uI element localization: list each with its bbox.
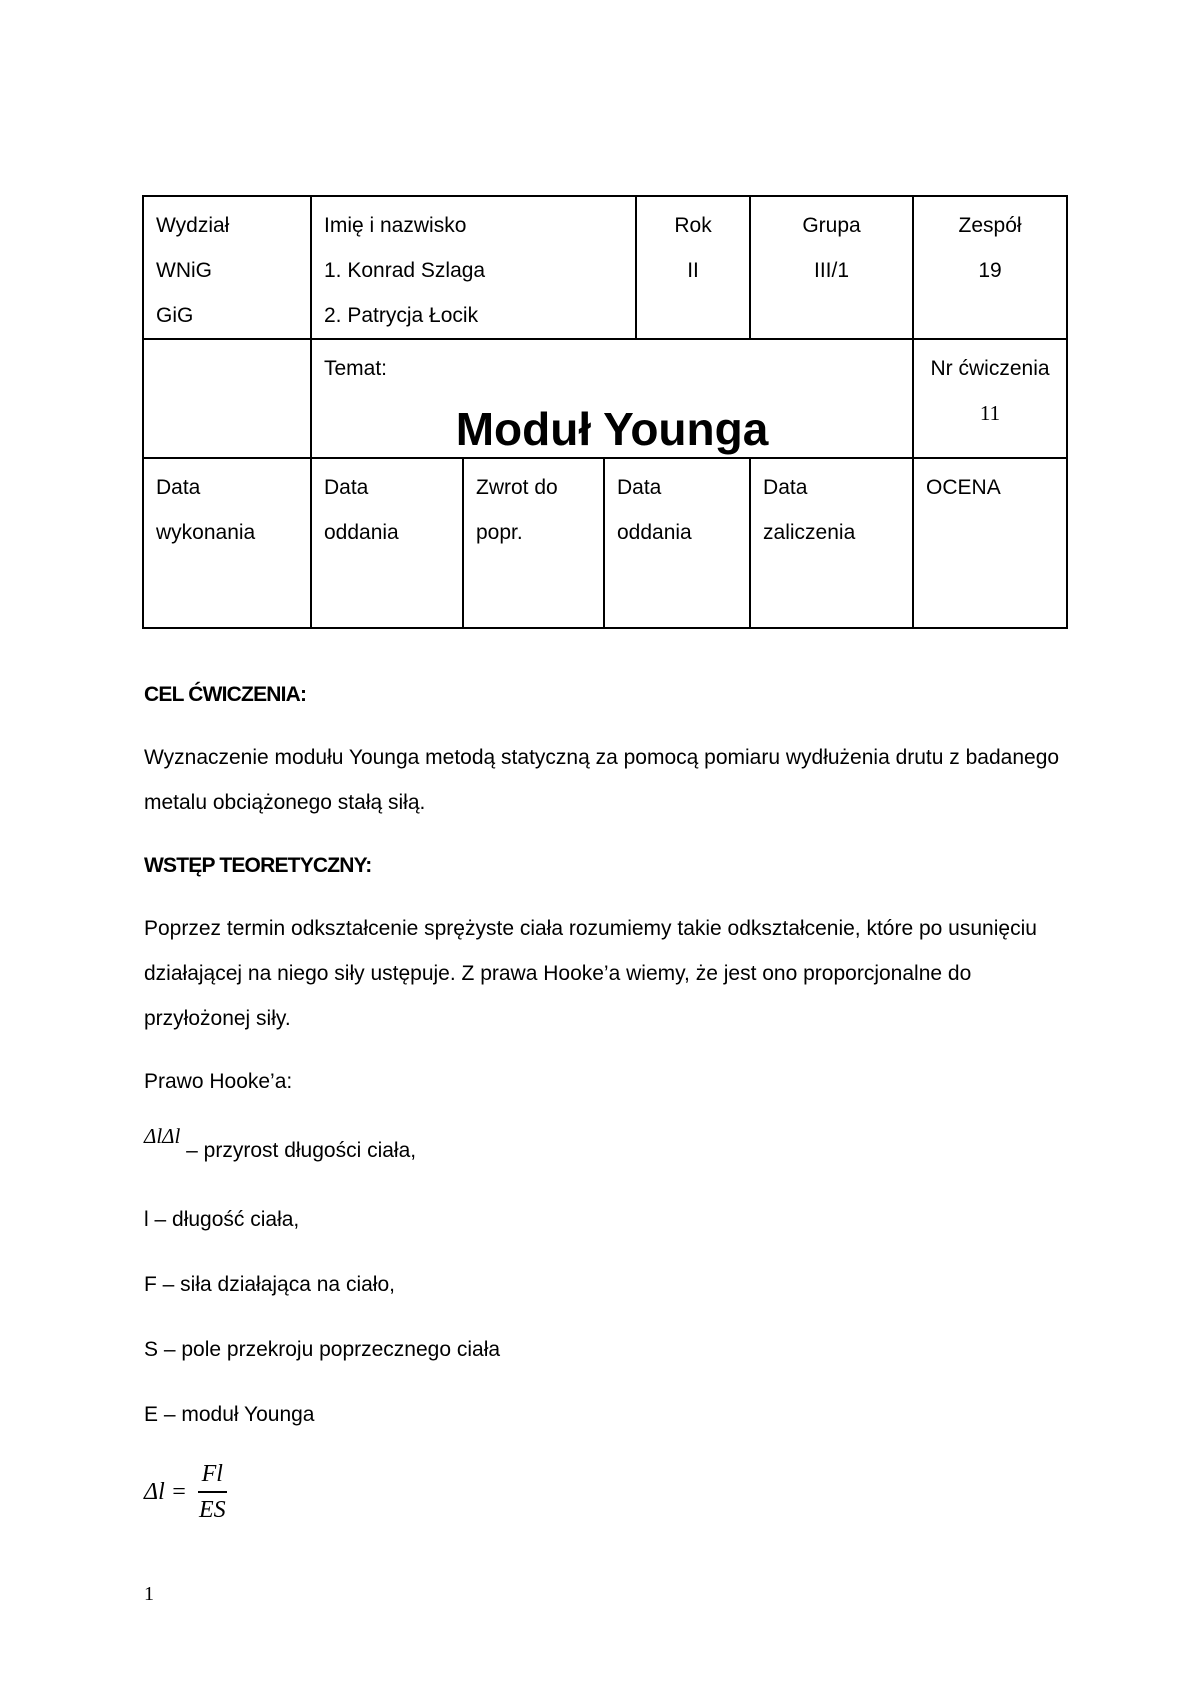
data-zaliczenia-cell xyxy=(750,458,913,628)
zespol-value: 19 xyxy=(978,259,1002,282)
grupa-label: Grupa xyxy=(802,214,861,237)
prawo-label: Prawo Hooke’a: xyxy=(144,1070,293,1093)
header-form-table xyxy=(142,195,1068,629)
wstep-text: Poprzez termin odkształcenie sprężyste ciała rozumiemy takie odkształcenie, które po usunięciu działającej na niego siły ustępuje. Z prawa Hooke’a wiemy, że jest ono proporcjonalne do przyłożonej siły. xyxy=(144,917,1037,1030)
zespol-cell xyxy=(913,196,1067,339)
zespol-label: Zespół xyxy=(958,214,1022,237)
data-oddania2-cell xyxy=(604,458,750,628)
hooke-formula xyxy=(144,1457,230,1527)
nr-cwiczenia-value: 11 xyxy=(979,401,1001,425)
data-wykonania-line2: wykonania xyxy=(156,521,256,544)
ocena-label: OCENA xyxy=(926,476,1001,499)
data-zaliczenia-line1: Data xyxy=(763,476,808,499)
wydzial-label: Wydział xyxy=(156,214,230,237)
formula-denominator: ES xyxy=(198,1497,226,1523)
formula-numerator: Fl xyxy=(198,1457,227,1493)
temat-cell xyxy=(311,339,913,458)
def-delta-text: – przyrost długości ciała, xyxy=(180,1139,417,1162)
formula-fraction xyxy=(195,1457,230,1527)
page-number: 1 xyxy=(144,1583,154,1605)
def-delta xyxy=(144,1124,1064,1177)
rok-value: II xyxy=(687,259,699,282)
person-2: 2. Patrycja Łocik xyxy=(324,304,479,327)
wstep-heading: WSTĘP TEORETYCZNY: xyxy=(144,854,372,877)
data-oddania2-line2: oddania xyxy=(617,521,692,544)
formula-lhs: Δl = xyxy=(144,1478,187,1505)
topic-title: Moduł Younga xyxy=(455,403,769,455)
zwrot-line2: popr. xyxy=(476,521,523,544)
data-oddania-line2: oddania xyxy=(324,521,399,544)
data-wykonania-line1: Data xyxy=(156,476,201,499)
imie-label: Imię i nazwisko xyxy=(324,214,467,237)
zwrot-line1: Zwrot do xyxy=(476,476,558,499)
document-body xyxy=(144,672,1064,1527)
zwrot-cell xyxy=(463,458,604,628)
def-e: E – moduł Younga xyxy=(144,1403,315,1426)
empty-cell xyxy=(143,339,311,458)
delta-l-symbol: ΔlΔl xyxy=(144,1124,181,1148)
rok-label: Rok xyxy=(674,214,712,237)
data-wykonania-cell xyxy=(143,458,311,628)
person-1: 1. Konrad Szlaga xyxy=(324,259,486,282)
def-l: l – długość ciała, xyxy=(144,1208,300,1231)
data-oddania-line1: Data xyxy=(324,476,369,499)
wydzial-line2: GiG xyxy=(156,304,194,327)
temat-label: Temat: xyxy=(324,357,388,380)
nr-cwiczenia-label: Nr ćwiczenia xyxy=(930,357,1050,380)
data-oddania2-line1: Data xyxy=(617,476,662,499)
imie-cell xyxy=(311,196,636,339)
cel-text: Wyznaczenie modułu Younga metodą statyczną za pomocą pomiaru wydłużenia drutu z badanego metalu obciążonego stałą siłą. xyxy=(144,746,1060,814)
rok-cell xyxy=(636,196,750,339)
def-s: S – pole przekroju poprzecznego ciała xyxy=(144,1338,501,1361)
data-oddania-cell xyxy=(311,458,463,628)
ocena-cell xyxy=(913,458,1067,628)
nr-cwiczenia-cell xyxy=(913,339,1067,458)
def-f: F – siła działająca na ciało, xyxy=(144,1273,395,1296)
wydzial-line1: WNiG xyxy=(156,259,212,282)
wydzial-cell xyxy=(143,196,311,339)
grupa-cell xyxy=(750,196,913,339)
grupa-value: III/1 xyxy=(814,259,850,282)
cel-heading: CEL ĆWICZENIA: xyxy=(144,683,307,706)
data-zaliczenia-line2: zaliczenia xyxy=(763,521,856,544)
